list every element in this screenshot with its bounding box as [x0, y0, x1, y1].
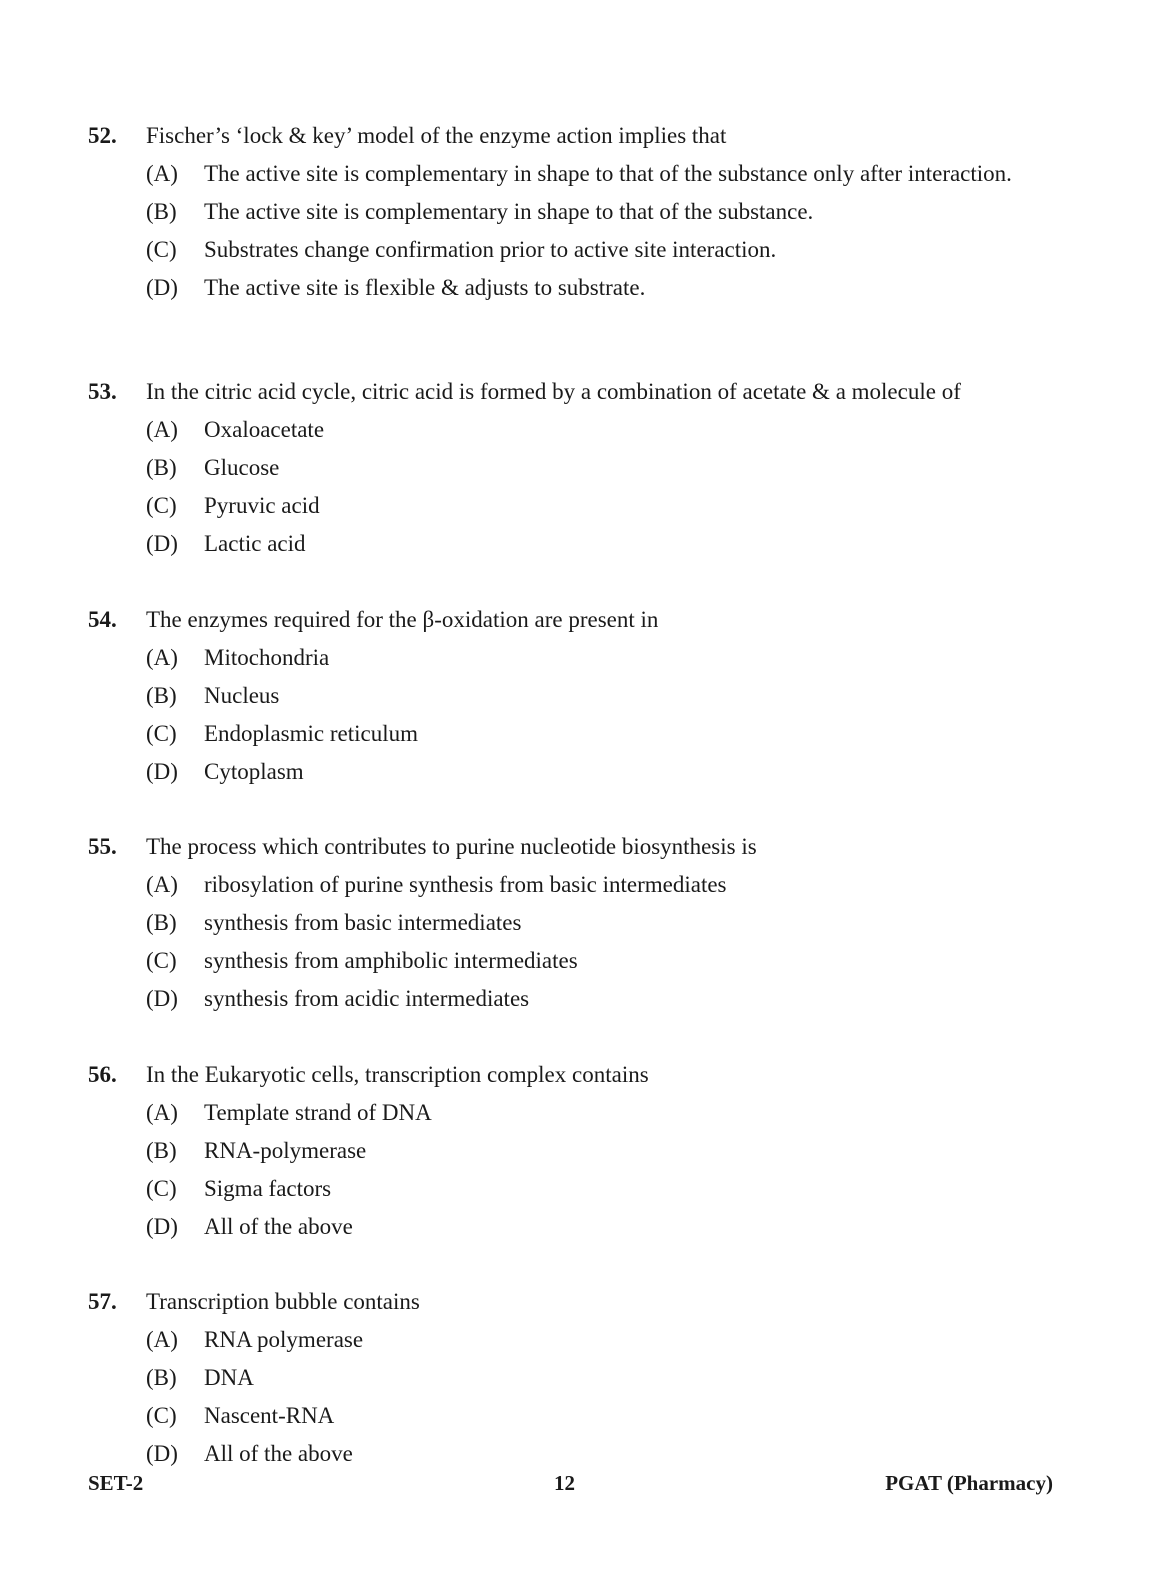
option-text: RNA polymerase — [204, 1327, 364, 1352]
question-55 — [88, 832, 1053, 1013]
option-c — [146, 719, 1053, 748]
question-number: 55. — [88, 834, 117, 859]
question-number: 56. — [88, 1062, 117, 1087]
question-57 — [88, 1287, 1053, 1468]
option-text: RNA-polymerase — [204, 1138, 367, 1163]
option-text: The active site is complementary in shape to that of the substance only after interaction. — [204, 161, 1012, 186]
option-text: Sigma factors — [204, 1176, 332, 1201]
question-text: The enzymes required for the β-oxidation are present in — [146, 607, 659, 632]
option-a — [146, 870, 1053, 899]
option-d — [146, 757, 1053, 786]
option-letter: (B) — [146, 683, 177, 708]
option-letter: (A) — [146, 417, 178, 442]
option-letter: (C) — [146, 721, 177, 746]
option-c — [146, 1174, 1053, 1203]
question-text: Transcription bubble contains — [146, 1289, 420, 1314]
option-text: ribosylation of purine synthesis from basic intermediates — [204, 872, 727, 897]
option-text: The active site is flexible & adjusts to substrate. — [204, 275, 646, 300]
option-letter: (B) — [146, 1365, 177, 1390]
option-text: Nascent-RNA — [204, 1403, 335, 1428]
option-b — [146, 908, 1053, 937]
option-letter: (A) — [146, 872, 178, 897]
option-text: Cytoplasm — [204, 759, 304, 784]
option-text: synthesis from acidic intermediates — [204, 986, 530, 1011]
option-letter: (C) — [146, 237, 177, 262]
option-text: Oxaloacetate — [204, 417, 325, 442]
question-text: Fischer’s ‘lock & key’ model of the enzyme action implies that — [146, 123, 727, 148]
option-c — [146, 946, 1053, 975]
option-text: Substrates change confirmation prior to active site interaction. — [204, 237, 777, 262]
option-letter: (D) — [146, 1214, 178, 1239]
question-52 — [88, 121, 1053, 302]
option-text: DNA — [204, 1365, 254, 1390]
question-text: In the Eukaryotic cells, transcription complex contains — [146, 1062, 649, 1087]
option-b — [146, 681, 1053, 710]
option-letter: (B) — [146, 455, 177, 480]
option-c — [146, 235, 1053, 264]
option-text: Mitochondria — [204, 645, 330, 670]
option-a — [146, 1325, 1053, 1354]
option-letter: (C) — [146, 1176, 177, 1201]
option-letter: (D) — [146, 1441, 178, 1466]
question-53 — [88, 377, 1053, 558]
question-56 — [88, 1060, 1053, 1241]
option-text: All of the above — [204, 1441, 353, 1466]
option-d — [146, 273, 1053, 302]
option-b — [146, 1136, 1053, 1165]
option-letter: (D) — [146, 986, 178, 1011]
option-letter: (A) — [146, 1327, 178, 1352]
option-d — [146, 1439, 1053, 1468]
option-text: synthesis from basic intermediates — [204, 910, 522, 935]
question-number: 57. — [88, 1289, 117, 1314]
option-a — [146, 159, 1053, 188]
option-letter: (C) — [146, 948, 177, 973]
footer-exam-title: PGAT (Pharmacy) — [885, 1471, 1053, 1495]
option-text: Pyruvic acid — [204, 493, 320, 518]
option-b — [146, 1363, 1053, 1392]
option-a — [146, 415, 1053, 444]
option-text: Template strand of DNA — [204, 1100, 432, 1125]
option-list — [146, 643, 1053, 786]
option-text: Lactic acid — [204, 531, 306, 556]
option-text: Glucose — [204, 455, 280, 480]
footer-page-number: 12 — [554, 1471, 575, 1495]
question-number: 52. — [88, 123, 117, 148]
question-number: 54. — [88, 607, 117, 632]
option-c — [146, 491, 1053, 520]
option-c — [146, 1401, 1053, 1430]
option-letter: (B) — [146, 1138, 177, 1163]
option-a — [146, 643, 1053, 672]
option-d — [146, 1212, 1053, 1241]
option-list — [146, 159, 1053, 302]
option-text: Nucleus — [204, 683, 280, 708]
page-footer — [88, 1471, 1053, 1501]
option-letter: (D) — [146, 275, 178, 300]
option-text: synthesis from amphibolic intermediates — [204, 948, 578, 973]
question-stem — [88, 1287, 1053, 1317]
question-text: In the citric acid cycle, citric acid is formed by a combination of acetate & a molecule of — [146, 379, 961, 404]
question-stem — [88, 605, 1053, 635]
option-a — [146, 1098, 1053, 1127]
option-text: The active site is complementary in shape to that of the substance. — [204, 199, 814, 224]
option-letter: (C) — [146, 493, 177, 518]
option-list — [146, 1098, 1053, 1241]
option-letter: (D) — [146, 759, 178, 784]
question-number: 53. — [88, 379, 117, 404]
footer-set-label: SET-2 — [88, 1471, 144, 1495]
option-letter: (A) — [146, 1100, 178, 1125]
question-54 — [88, 605, 1053, 786]
option-letter: (B) — [146, 199, 177, 224]
option-letter: (D) — [146, 531, 178, 556]
question-stem — [88, 832, 1053, 862]
option-letter: (A) — [146, 161, 178, 186]
option-list — [146, 415, 1053, 558]
option-d — [146, 529, 1053, 558]
option-text: All of the above — [204, 1214, 353, 1239]
option-text: Endoplasmic reticulum — [204, 721, 418, 746]
option-letter: (A) — [146, 645, 178, 670]
question-stem — [88, 121, 1053, 151]
question-stem — [88, 1060, 1053, 1090]
question-text: The process which contributes to purine nucleotide biosynthesis is — [146, 834, 757, 859]
option-list — [146, 870, 1053, 1013]
option-b — [146, 453, 1053, 482]
option-letter: (C) — [146, 1403, 177, 1428]
question-stem — [88, 377, 1053, 407]
option-b — [146, 197, 1053, 226]
option-letter: (B) — [146, 910, 177, 935]
option-d — [146, 984, 1053, 1013]
option-list — [146, 1325, 1053, 1468]
